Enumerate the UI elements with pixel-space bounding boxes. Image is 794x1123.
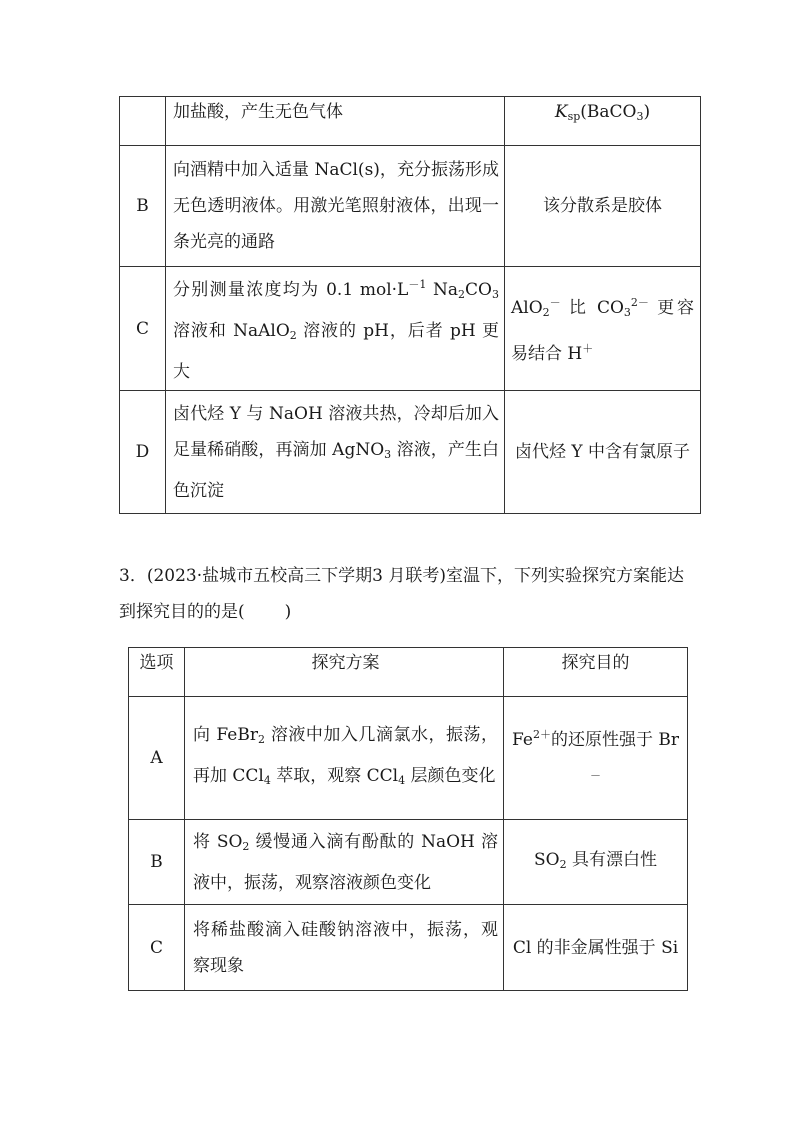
table-experiment-conclusion bbox=[119, 96, 701, 514]
aim-cell bbox=[504, 697, 688, 820]
table-investigation bbox=[128, 647, 688, 991]
subscript: 2 bbox=[542, 306, 550, 319]
conclusion-cell bbox=[505, 267, 701, 391]
question-source: (2023·盐城市五校高三下学期3 月联考) bbox=[146, 566, 446, 586]
question-3 bbox=[119, 558, 685, 630]
ksp-k: K bbox=[554, 102, 568, 122]
option-label: C bbox=[120, 267, 166, 391]
text: 溶液中加入几滴氯水，振荡，再加 CCl bbox=[193, 725, 498, 786]
text: AlO bbox=[511, 298, 543, 318]
subscript: 3 bbox=[492, 288, 499, 301]
scheme-cell: 向酒精中加入适量 NaCl(s)，充分振荡形成无色透明液体。用激光笔照射液体，出现一条光亮的通路 bbox=[166, 146, 505, 267]
question-stem: 室温下，下列实验探究方案能达到探究目的的是( bbox=[119, 566, 684, 622]
question-close: ) bbox=[284, 602, 292, 622]
table-row bbox=[120, 391, 701, 514]
table-row bbox=[129, 905, 688, 991]
table-row bbox=[120, 97, 701, 146]
text: 溶液的 pH，后者 pH 更大 bbox=[173, 321, 499, 382]
text: 向 FeBr bbox=[193, 725, 258, 745]
superscript: － bbox=[549, 296, 561, 309]
scheme-cell bbox=[185, 697, 504, 820]
scheme-cell: 将稀盐酸滴入硅酸钠溶液中，振荡，观察现象 bbox=[185, 905, 504, 991]
formula-text: (BaCO bbox=[580, 102, 637, 122]
superscript: 2＋ bbox=[532, 728, 551, 741]
subscript: 4 bbox=[263, 774, 271, 787]
conclusion-cell: 该分散系是胶体 bbox=[505, 146, 701, 267]
text: 将 SO bbox=[193, 831, 243, 852]
text: 溶液和 NaAlO bbox=[173, 321, 290, 341]
header-scheme: 探究方案 bbox=[185, 648, 504, 697]
text: 的还原性强于 Br bbox=[550, 730, 679, 750]
question-number: 3． bbox=[119, 566, 147, 586]
subscript: 3 bbox=[384, 447, 392, 461]
option-cell bbox=[120, 97, 166, 146]
table-row bbox=[120, 146, 701, 267]
subscript: 2 bbox=[458, 288, 466, 301]
scheme-cell: 加盐酸，产生无色气体 bbox=[166, 97, 505, 146]
text: 更容易结合 H bbox=[511, 298, 694, 364]
text: Na bbox=[426, 280, 459, 300]
table-row bbox=[129, 820, 688, 905]
text: 萃取，观察 CCl bbox=[270, 766, 399, 786]
conclusion-cell: 卤代烃 Y 中含有氯原子 bbox=[505, 391, 701, 514]
formula-text: ) bbox=[643, 102, 651, 122]
scheme-cell bbox=[185, 820, 504, 905]
header-option: 选项 bbox=[129, 648, 185, 697]
aim-cell: Cl 的非金属性强于 Si bbox=[504, 905, 688, 991]
text: Fe bbox=[512, 730, 533, 750]
superscript: －1 bbox=[408, 278, 427, 291]
option-label: C bbox=[129, 905, 185, 991]
superscript: － bbox=[590, 769, 601, 782]
text: SO bbox=[534, 849, 560, 870]
text: 层颜色变化 bbox=[405, 766, 496, 786]
table-header-row bbox=[129, 648, 688, 697]
text: 分别测量浓度均为 0.1 mol·L bbox=[173, 280, 409, 300]
text: 卤代烃 Y 与 NaOH 溶液共热，冷却后加入足量稀硝酸，再滴加 AgNO bbox=[173, 403, 499, 460]
scheme-cell bbox=[166, 267, 505, 391]
aim-cell bbox=[504, 820, 688, 905]
table-row bbox=[120, 267, 701, 391]
subscript: 2 bbox=[289, 329, 297, 342]
text: 溶液，产生白色沉淀 bbox=[173, 439, 500, 501]
option-label: A bbox=[129, 697, 185, 820]
text: CO bbox=[465, 280, 492, 300]
conclusion-cell bbox=[505, 97, 701, 146]
scheme-cell bbox=[166, 391, 505, 514]
subscript: 2 bbox=[242, 839, 250, 853]
subscript: 2 bbox=[559, 857, 567, 871]
header-aim: 探究目的 bbox=[504, 648, 688, 697]
text: 具有漂白性 bbox=[566, 849, 657, 870]
subscript: 4 bbox=[398, 774, 406, 787]
ksp-subscript: sp bbox=[567, 110, 581, 123]
option-label: B bbox=[129, 820, 185, 905]
option-label: D bbox=[120, 391, 166, 514]
superscript: 2－ bbox=[630, 296, 649, 309]
subscript: 3 bbox=[623, 306, 631, 319]
text: 比 CO bbox=[560, 298, 624, 318]
subscript: 3 bbox=[636, 110, 644, 123]
table-row bbox=[129, 697, 688, 820]
superscript: ＋ bbox=[582, 342, 594, 355]
subscript: 2 bbox=[257, 733, 265, 746]
text: 缓慢通入滴有酚酞的 NaOH 溶液中，振荡，观察溶液颜色变化 bbox=[193, 831, 498, 893]
option-label: B bbox=[120, 146, 166, 267]
